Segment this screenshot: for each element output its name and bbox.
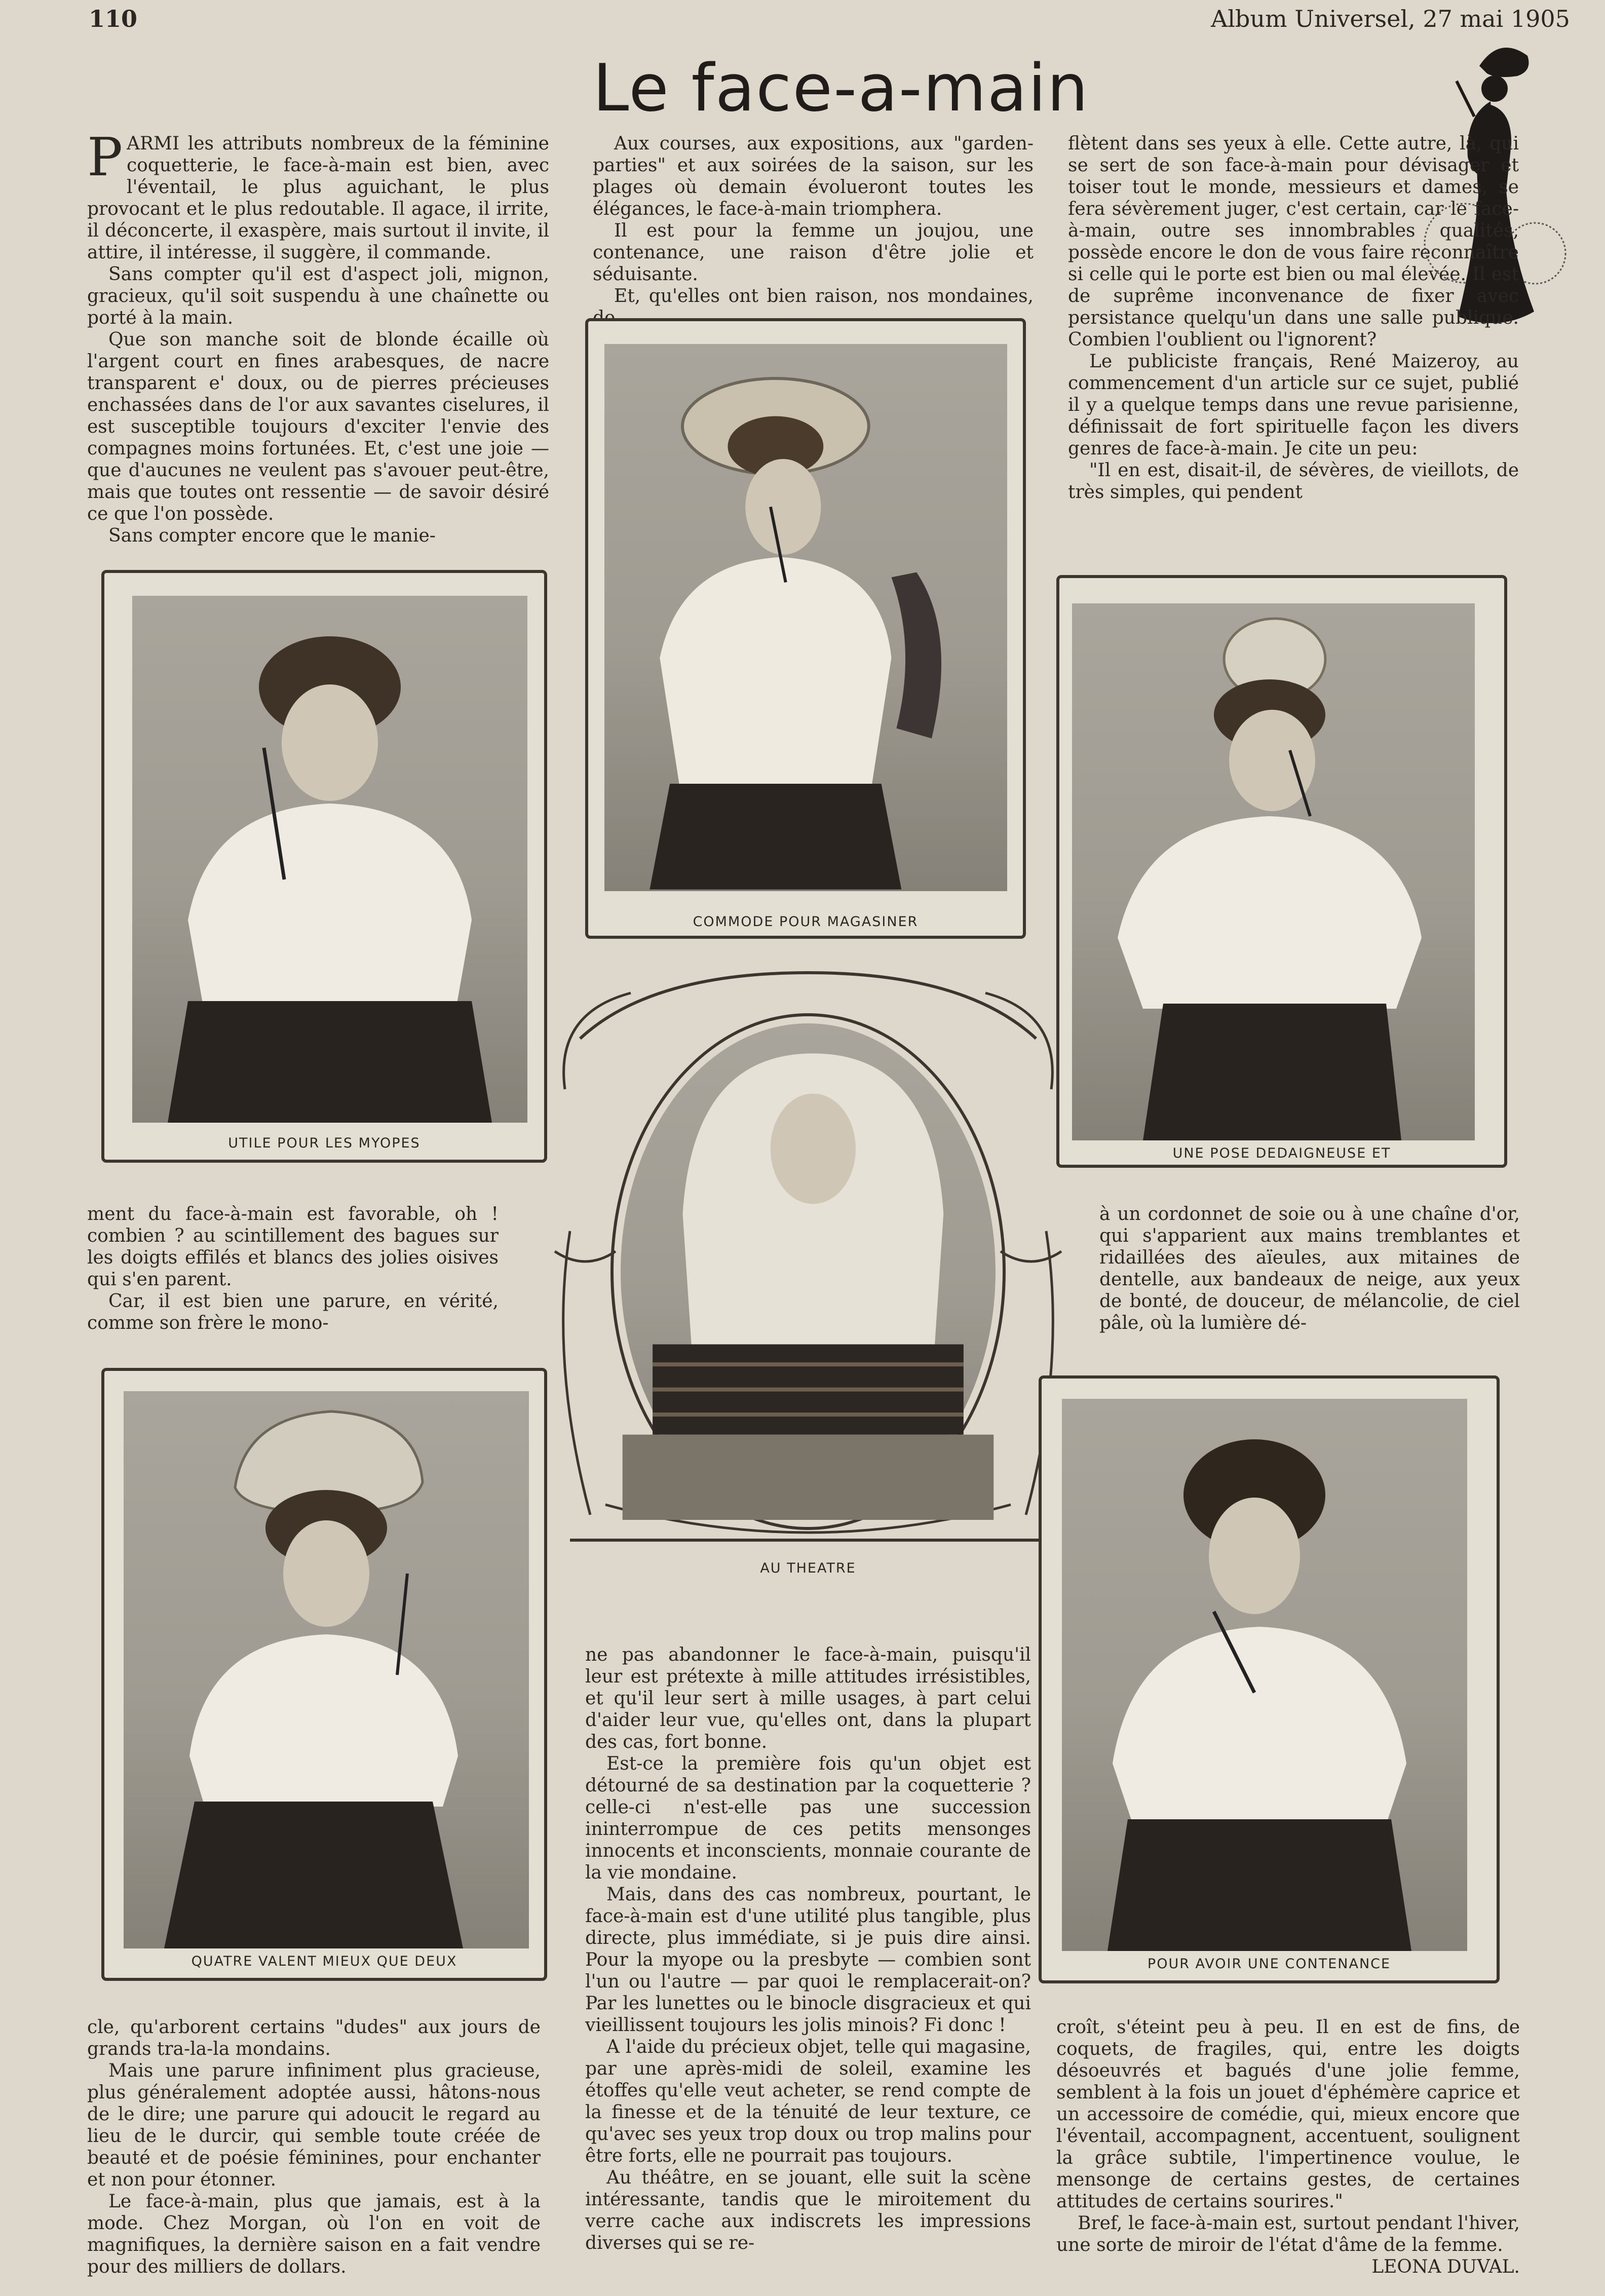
photo-quatre	[124, 1391, 529, 1948]
text-paragraph: Car, il est bien une parure, en vérité, comme son frère le mono-	[87, 1291, 499, 1333]
column-1-top	[87, 126, 549, 546]
text-paragraph: Le publiciste français, René Maizeroy, au commencement d'un article sur ce sujet, publié il y a quelque temps dans une revue parisienne, définissait de fort spirituelle façon les divers genres de face-à-main. Je cite un peu:	[1068, 351, 1519, 459]
text-paragraph: Le face-à-main, plus que jamais, est à la mode. Chez Morgan, où l'on en voit de magnifiques, la dernière saison en a fait vendre pour des milliers de dollars.	[87, 2191, 541, 2277]
text-paragraph: Sans compter encore que le manie-	[108, 525, 436, 546]
text-paragraph: Au théâtre, en se jouant, elle suit la scène intéressante, tandis que le miroitement du verre cache aux indiscrets les impressions diverses qui se re-	[585, 2167, 1031, 2253]
text-paragraph: flètent dans ses yeux à elle. Cette autre, là, qui se sert de son face-à-main pour dévisager et toiser tout le monde, messieurs et dames, se fera sévèrement juger, c'est certain, car le face-à-main, outre ses innombrables qualités, possède encore le don de vous faire reconnaître si celle qui le porte est bien ou mal élevée. Il est de suprême inconvenance de fixer avec persistance quelqu'un dans une salle publique. Combien l'oublient ou l'ignorent?	[1068, 133, 1519, 350]
column-2-top	[593, 133, 1034, 307]
text-paragraph: Que son manche soit de blonde écaille où l'argent court en fines arabesques, de nacre transparent e' doux, ou de pierres précieuses enchassées dans de l'or aux savantes ciselures, il est susceptible toujours d'exciter l'envie des compagnes moins fortunées. Et, c'est une joie — que d'aucunes ne veulent pas s'avouer peut-être, mais que toutes ont ressentie — de savoir désiré ce que l'on possède.	[87, 329, 549, 524]
column-3-bottom	[1056, 2016, 1520, 2277]
woman-portrait-icon	[621, 1023, 996, 1520]
caption-commode: COMMODE POUR MAGASINER	[693, 914, 919, 930]
text-paragraph: cle, qu'arborent certains "dudes" aux jours de grands tra-la-la mondains.	[87, 2017, 541, 2059]
text-paragraph: A l'aide du précieux objet, telle qui magasine, par une après-midi de soleil, examine les étoffes qu'elle veut acheter, se rend compte de la finesse et de la ténuité de leur texture, ce qu'avec ses yeux trop doux ou trop malins pour être forts, elle ne pourrait pas toujours.	[585, 2037, 1031, 2166]
woman-portrait-icon	[604, 344, 1007, 891]
caption-contenance: POUR AVOIR UNE CONTENANCE	[1147, 1956, 1391, 1972]
photo-commode	[604, 344, 1007, 891]
woman-portrait-icon	[1072, 603, 1475, 1140]
caption-theatre: AU THEATRE	[760, 1560, 856, 1576]
column-1-middle	[87, 1203, 499, 1333]
photo-frame-utile	[101, 570, 547, 1163]
photo-frame-dedaigneuse	[1056, 575, 1507, 1168]
column-3-middle	[1099, 1203, 1520, 1333]
text-paragraph: à un cordonnet de soie ou à une chaîne d'or, qui s'apparient aux mains tremblantes et ridaillées des aïeules, aux mitaines de dentelle, aux bandeaux de neige, aux yeux de bonté, de douceur, de mélancolie, de ciel pâle, où la lumière dé-	[1099, 1204, 1520, 1333]
text-paragraph: Mais une parure infiniment plus gracieuse, plus généralement adoptée aussi, hâtons-nous de le dire; une parure qui adoucit le regard au lieu de le durcir, qui semble toute créée de beauté et de poésie féminines, pour enchanter et non pour étonner.	[87, 2060, 541, 2190]
caption-dedaigneuse: UNE POSE DEDAIGNEUSE ET	[1172, 1145, 1391, 1161]
photo-frame-contenance	[1039, 1375, 1500, 1983]
column-2-bottom	[585, 1644, 1031, 2262]
text-paragraph: ment du face-à-main est favorable, oh ! combien ? au scintillement des bagues sur les doigts effilés et blancs des jolies oisives qui s'en parent.	[87, 1204, 499, 1290]
text-paragraph: Sans compter qu'il est d'aspect joli, mignon, gracieux, qu'il soit suspendu à une chaînette ou porté à la main.	[87, 264, 549, 328]
text-paragraph: Bref, le face-à-main est, surtout pendant l'hiver, une sorte de miroir de l'état d'âme de la femme.	[1056, 2213, 1520, 2255]
photo-dedaigneuse	[1072, 603, 1475, 1140]
woman-portrait-icon	[1062, 1399, 1467, 1951]
text-paragraph: Mais, dans des cas nombreux, pourtant, le face-à-main est d'une utilité plus tangible, plus directe, plus immédiate, si je puis dire ainsi. Pour la myope ou la presbyte — combien sont l'un ou l'autre — par quoi le remplacerait-on? Par les lunettes ou le binocle disgracieux et qui vieillissent toujours les jolis minois? Fi donc !	[585, 1884, 1031, 2036]
text-paragraph: "Il en est, disait-il, de sévères, de vieillots, de très simples, qui pendent	[1068, 460, 1519, 503]
text-paragraph: Aux courses, aux expositions, aux "garden-parties" et aux soirées de la saison, sur les plages où demain évolueront toutes les élégances, le face-à-main triomphera.	[593, 133, 1034, 219]
article-title: Le face-a-main	[593, 51, 1089, 126]
photo-contenance	[1062, 1399, 1467, 1951]
column-1-bottom	[87, 2016, 541, 2277]
text-paragraph: Et, qu'elles ont bien raison, nos mondaines,	[614, 286, 1034, 307]
caption-utile: UTILE POUR LES MYOPES	[228, 1135, 421, 1151]
photo-frame-quatre	[101, 1368, 547, 1981]
photo-theatre	[621, 1023, 996, 1520]
column-3-top	[1068, 133, 1519, 548]
woman-portrait-icon	[124, 1391, 529, 1948]
photo-frame-theatre	[610, 1013, 1006, 1530]
author-signature: LEONA DUVAL.	[1371, 2256, 1520, 2277]
text-paragraph: ne pas abandonner le face-à-main, puisqu'il leur est prétexte à mille attitudes irrésistibles, et qu'il leur sert à mille usages, à part celui d'aider leur vue, qu'elles ont, dans la plupart des cas, fort bonne.	[585, 1644, 1031, 1752]
photo-frame-commode	[585, 318, 1026, 939]
text-paragraph: ARMI les attributs nombreux de la féminine coquetterie, le face-à-main est bien, avec l'éventail, le plus aguichant, le plus provocant et le plus redoutable. Il agace, il irrite, il déconcerte, il exaspère, mais surtout il invite, il attire, il intéresse, il suggère, il commande.	[87, 133, 549, 263]
text-paragraph: Il est pour la femme un joujou, une contenance, une raison d'être jolie et séduisante.	[593, 220, 1034, 285]
caption-quatre: QUATRE VALENT MIEUX QUE DEUX	[191, 1954, 457, 1969]
photo-utile	[132, 596, 527, 1123]
text-paragraph: croît, s'éteint peu à peu. Il en est de fins, de coquets, de fragiles, qui, entre les doigts désoeuvrés et bagués d'une jolie femme, semblent à la fois un jouet d'éphémère caprice et un accessoire de comédie, qui, mieux encore que l'éventail, accompagnent, accentuent, soulignent la grâce subtile, l'impertinence voulue, le mensonge de certains gestes, de certaines attitudes de certains sourires."	[1056, 2017, 1520, 2212]
woman-portrait-icon	[132, 596, 527, 1123]
text-paragraph: Est-ce la première fois qu'un objet est détourné de sa destination par la coquetterie ? celle-ci n'est-elle pas une succession ininterrompue de ces petits mensonges innocents et inconscients, monnaie courante de la vie mondaine.	[585, 1753, 1031, 1883]
drop-cap: P	[87, 126, 123, 188]
page-number: 110	[89, 5, 138, 32]
publication-date: Album Universel, 27 mai 1905	[1211, 5, 1570, 32]
